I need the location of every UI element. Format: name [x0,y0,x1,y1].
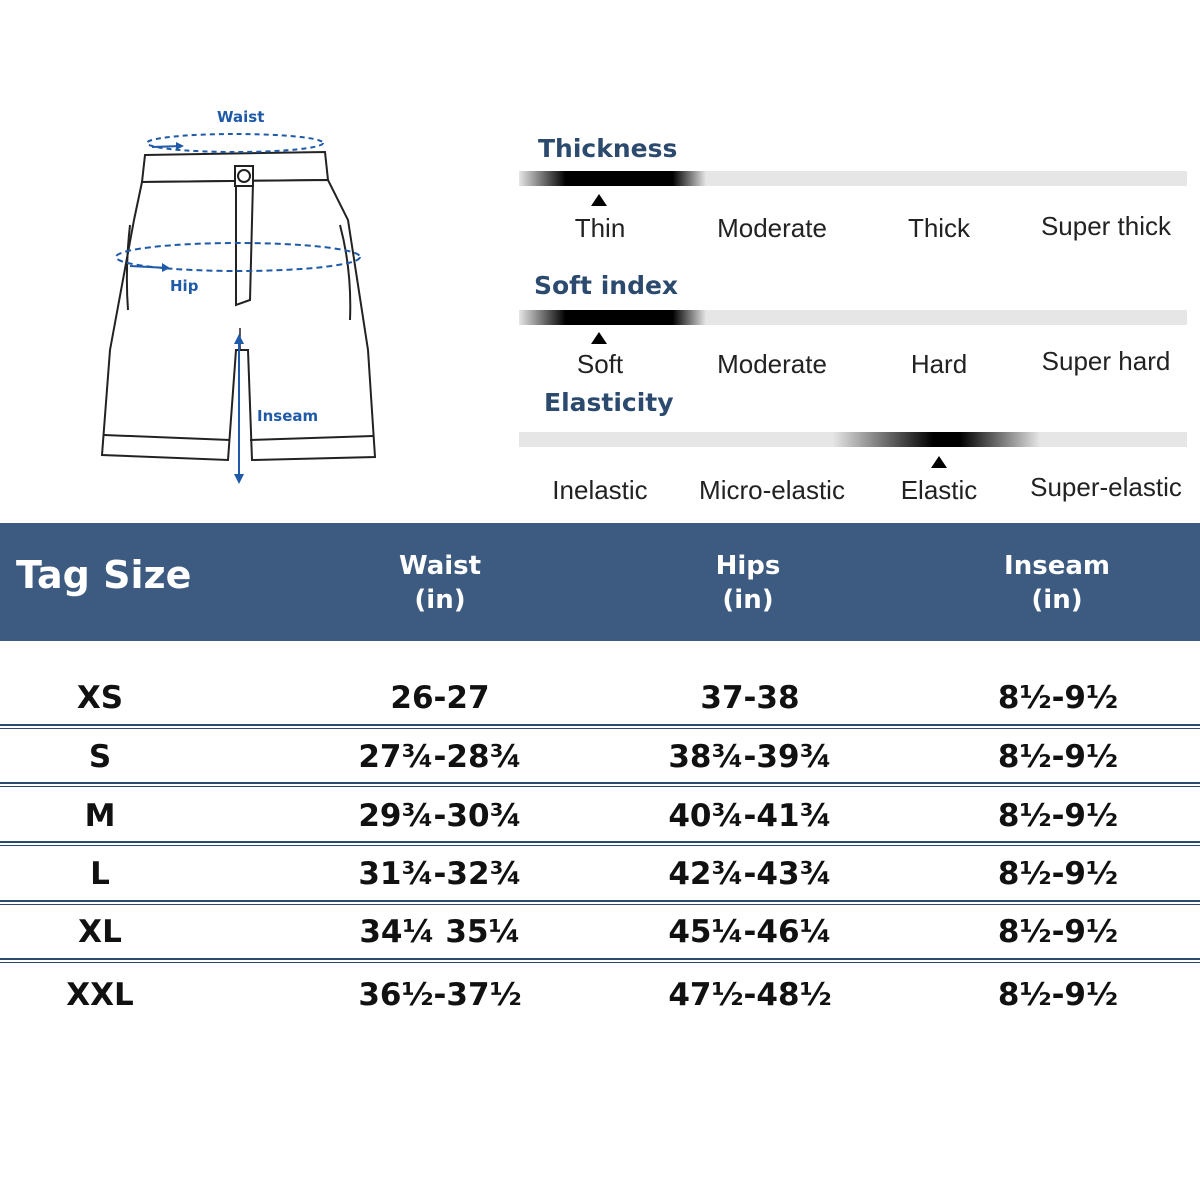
inseam-cell: 8½-9½ [997,680,1119,716]
thickness-option-super-thick: Super thick [1040,211,1172,241]
table-row [0,966,1200,1024]
hips-column-name: Hips [715,551,781,581]
size-table-header [0,523,1200,641]
size-cell: XXL [66,977,134,1013]
table-row [0,845,1200,903]
elasticity-option-inelastic: Inelastic [552,475,648,505]
waist-cell: 36½-37½ [358,977,522,1013]
hips-cell: 45¼-46¼ [668,914,832,950]
size-cell: XS [76,680,124,716]
elasticity-marker [931,456,947,468]
hips-cell: 42¾-43¾ [668,856,832,892]
soft-option-moderate: Moderate [717,349,827,379]
waist-measure-line [147,134,323,152]
waist-cell: 27¾-28¾ [358,739,522,775]
hips-cell: 37-38 [700,680,800,716]
tag-size-header: Tag Size [16,553,192,597]
shorts-diagram [90,100,390,500]
size-cell: XL [78,914,122,950]
table-row [0,787,1200,845]
thickness-option-moderate: Moderate [717,213,827,243]
thickness-option-thin: Thin [574,213,626,243]
soft-index-bar [519,310,1187,325]
size-cell: M [84,798,116,834]
inseam-column-name: Inseam [1004,551,1110,581]
waist-cell: 29¾-30¾ [358,798,522,834]
elasticity-option-elastic: Elastic [900,475,978,505]
inseam-column-header [937,549,1177,617]
inseam-cell: 8½-9½ [997,856,1119,892]
soft-option-hard: Hard [910,349,968,379]
inseam-column-unit: (in) [1031,585,1083,615]
waist-cell: 31¾-32¾ [358,856,522,892]
inseam-cell: 8½-9½ [997,739,1119,775]
hips-column-header [628,549,868,617]
waist-label: Waist [217,108,265,126]
soft-index-title: Soft index [534,271,679,300]
thickness-bar [519,171,1187,186]
hips-cell: 47½-48½ [668,977,832,1013]
row-divider [0,958,1200,963]
table-row [0,728,1200,786]
waist-column-unit: (in) [414,585,466,615]
inseam-cell: 8½-9½ [997,798,1119,834]
waist-column-name: Waist [398,551,482,581]
inseam-cell: 8½-9½ [997,914,1119,950]
thickness-title: Thickness [538,134,678,163]
size-cell: S [88,739,112,775]
table-row [0,903,1200,961]
elasticity-bar [519,432,1187,447]
elasticity-title: Elasticity [544,388,674,417]
size-cell: L [90,856,110,892]
hip-label: Hip [170,277,199,295]
shorts-illustration [90,100,390,500]
elasticity-option-super-elastic: Super-elastic [1030,472,1182,502]
inseam-cell: 8½-9½ [997,977,1119,1013]
thickness-marker [591,194,607,206]
hips-cell: 40¾-41¾ [668,798,832,834]
inseam-label: Inseam [257,407,319,425]
hips-cell: 38¾-39¾ [668,739,832,775]
soft-index-marker [591,332,607,344]
waist-cell: 26-27 [390,680,490,716]
waist-column-header [320,549,560,617]
waist-cell: 34¼ 35¼ [359,914,521,950]
elasticity-option-micro-elastic: Micro-elastic [699,475,845,505]
soft-option-super-hard: Super hard [1041,346,1171,376]
hips-column-unit: (in) [722,585,774,615]
table-row [0,669,1200,727]
thickness-option-thick: Thick [907,213,971,243]
soft-option-soft: Soft [576,349,624,379]
